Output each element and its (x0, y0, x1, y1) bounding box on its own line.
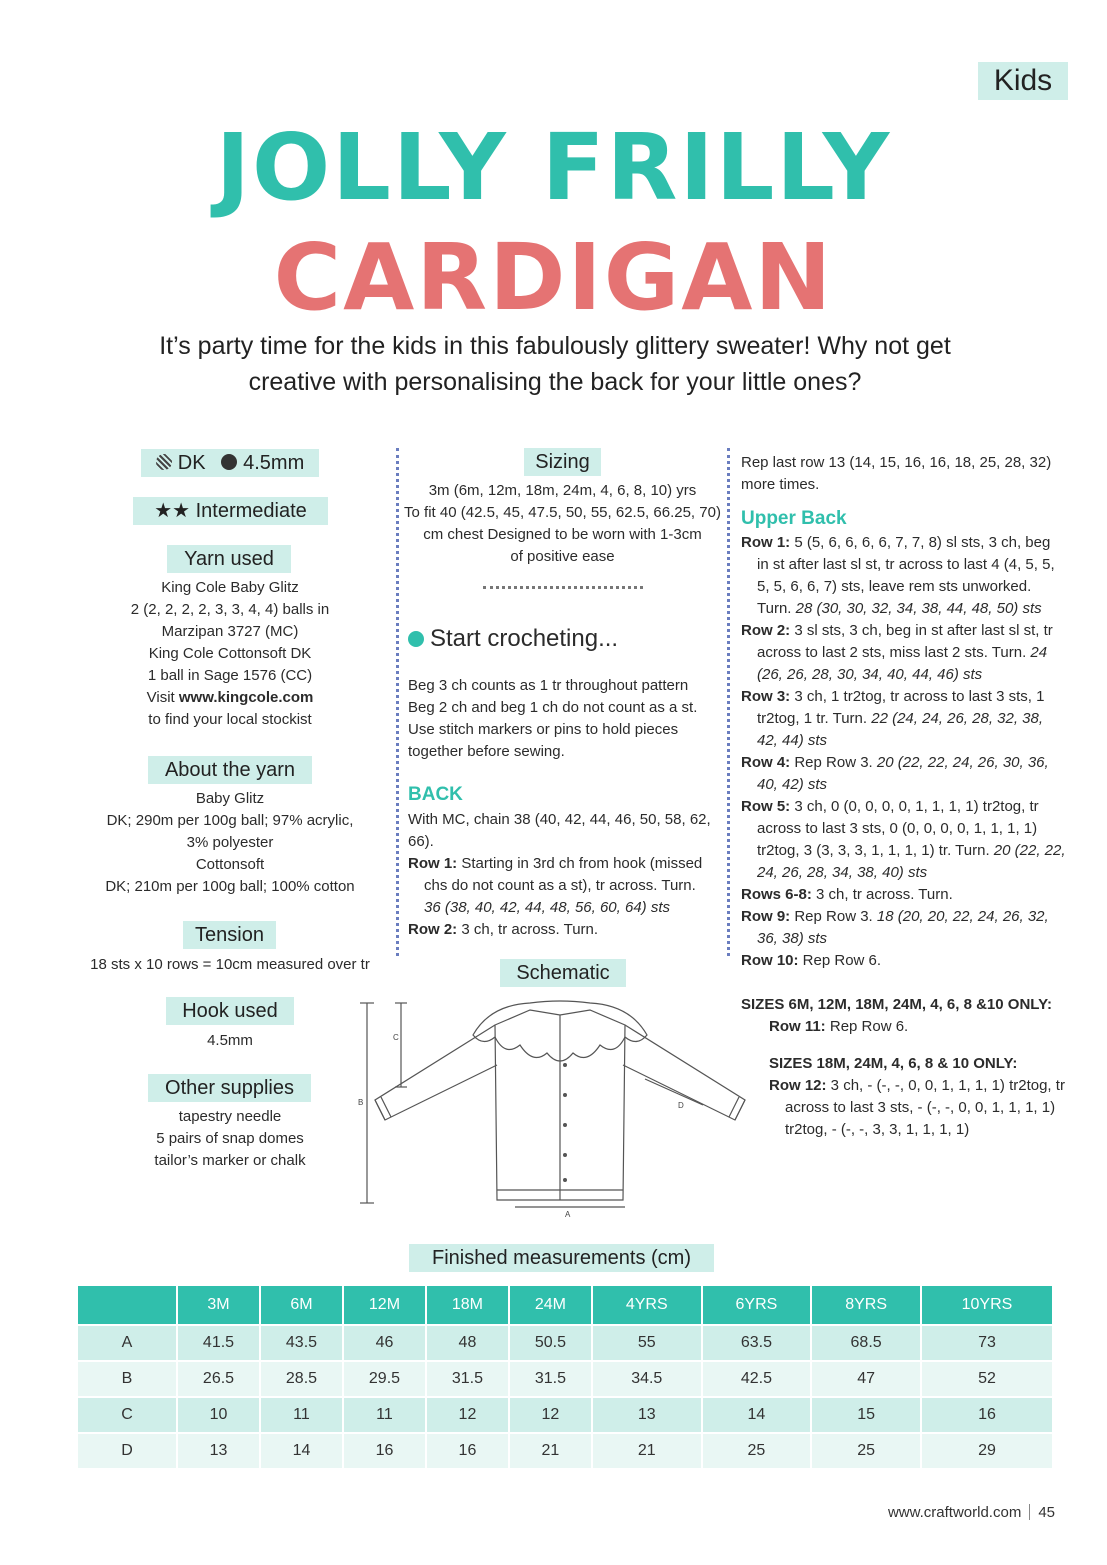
table-cell: 55 (592, 1325, 702, 1361)
table-cell: 10 (177, 1397, 260, 1433)
table-cell: 14 (702, 1397, 812, 1433)
upper-back-row: Row 2: 3 sl sts, 3 ch, beg in st after last sl st, tr across to last 2 sts, miss last 2 sts. Turn. 24 (26, 26, 28, 30, 34, 40, 44, 46) sts (741, 622, 1053, 683)
footer-website[interactable]: www.craftworld.com (887, 1504, 1022, 1521)
other-supplies-heading: Other supplies (148, 1074, 311, 1102)
table-cell: 42.5 (702, 1361, 812, 1397)
row-12: Row 12: 3 ch, - (-, -, 0, 0, 1, 1, 1, 1) tr2tog, tr across to last 3 sts, - (-, -, 0, 0, 1, 1, 1, 1) tr2tog, - (-, -, 3, 3, 1, 1, 1, 1) (769, 1077, 1065, 1138)
upper-back-row: Row 1: 5 (5, 6, 6, 6, 6, 7, 7, 8) sl sts, 3 ch, beg in st after last sl st, tr across to last 4 (4, 5, 5, 5, 5, 6, 6, 7) sts, leave rem sts unworked. Turn. 28 (30, 30, 32, 34, 38, 44, 48, 50) sts (741, 534, 1055, 617)
row-label-cell: B (77, 1361, 177, 1397)
table-cell: 11 (343, 1397, 426, 1433)
upper-back-heading: Upper Back (741, 508, 847, 529)
hook-size: 4.5mm (243, 452, 305, 474)
schematic-heading: Schematic (500, 959, 626, 987)
table-cell: 29 (921, 1433, 1053, 1469)
table-cell: 48 (426, 1325, 509, 1361)
schematic-label-b: B (358, 1098, 364, 1107)
sizing-heading: Sizing (524, 448, 601, 476)
back-intro: With MC, chain 38 (40, 42, 44, 46, 50, 58, 62, 66). (408, 811, 711, 850)
table-cell: 26.5 (177, 1361, 260, 1397)
table-cell: 16 (921, 1397, 1053, 1433)
upper-back-row: Row 3: 3 ch, 1 tr2tog, tr across to last 3 sts, 1 tr2tog, 1 tr. Turn. 22 (24, 24, 26, 28, 32, 38, 42, 44) sts (741, 688, 1045, 749)
upper-back-row: Row 5: 3 ch, 0 (0, 0, 0, 0, 1, 1, 1, 1) tr2tog, tr across to last 3 sts, 0 (0, 0, 0, 0, 1, 1, 1, 1) tr2tog, 3 (3, 3, 3, 1, 1, 1, 1) tr. Turn. 20 (22, 22, 24, 26, 28, 34, 38, 40) sts (741, 798, 1066, 881)
table-cell: 68.5 (811, 1325, 921, 1361)
table-row (77, 1397, 1053, 1433)
back-heading: BACK (408, 784, 463, 805)
schematic-label-a: A (565, 1210, 571, 1219)
hook-used-heading: Hook used (166, 997, 294, 1025)
table-cell: 63.5 (702, 1325, 812, 1361)
note-line: Beg 3 ch counts as 1 tr throughout pattern (408, 677, 689, 694)
hook-icon (221, 454, 237, 470)
table-cell: 12 (509, 1397, 592, 1433)
yarn-line: King Cole Baby Glitz (161, 579, 299, 596)
about-line: Baby Glitz (195, 790, 265, 807)
skill-level-badge: ★★ Intermediate (133, 497, 328, 525)
table-column-header: 6YRS (702, 1285, 812, 1325)
sizing-line: cm chest Designed to be worn with 1-3cm (423, 526, 702, 543)
upper-back-rows (741, 532, 1066, 972)
row-label-cell: C (77, 1397, 177, 1433)
yarn-used-heading: Yarn used (167, 545, 291, 573)
schematic-label-d: D (678, 1101, 684, 1110)
about-line: Cottonsoft (195, 856, 265, 873)
row-11: Row 11: Rep Row 6. (769, 1018, 909, 1035)
sizing-line: 3m (6m, 12m, 18m, 24m, 4, 6, 8, 10) yrs (428, 482, 697, 499)
supply-line: tailor’s marker or chalk (154, 1152, 306, 1169)
upper-back-row: Rows 6-8: 3 ch, tr across. Turn. (741, 886, 953, 903)
table-header-row (77, 1285, 1053, 1325)
yarn-line: 1 ball in Sage 1576 (CC) (147, 667, 313, 684)
page-title-line-2: CARDIGAN (273, 224, 834, 331)
about-line: DK; 290m per 100g ball; 97% acrylic, (106, 812, 354, 829)
spec-yarn-hook-badge (141, 449, 319, 477)
cardigan-schematic (355, 995, 755, 1220)
section-tag: Kids (978, 62, 1068, 100)
table-cell: 43.5 (260, 1325, 343, 1361)
table-cell: 28.5 (260, 1361, 343, 1397)
other-supplies-block (60, 1106, 400, 1172)
table-column-header: 12M (343, 1285, 426, 1325)
start-notes (408, 675, 728, 763)
yarn-ball-icon (156, 454, 172, 470)
schematic-label-c: C (393, 1033, 399, 1042)
stockist-line: to find your local stockist (148, 711, 312, 728)
table-column-header: 24M (509, 1285, 592, 1325)
sizes-a-heading: SIZES 6M, 12M, 18M, 24M, 4, 6, 8 &10 ONLY: (741, 996, 1052, 1013)
table-cell: 73 (921, 1325, 1053, 1361)
table-column-header: 18M (426, 1285, 509, 1325)
table-cell: 25 (702, 1433, 812, 1469)
upper-back-row: Row 4: Rep Row 3. 20 (22, 22, 24, 26, 30, 36, 40, 42) sts (741, 754, 1049, 793)
table-cell: 31.5 (426, 1361, 509, 1397)
sizing-line: of positive ease (510, 548, 615, 565)
table-cell: 16 (343, 1433, 426, 1469)
back-row-2: Row 2: 3 ch, tr across. Turn. (408, 921, 599, 938)
table-cell: 15 (811, 1397, 921, 1433)
page-title-line-1: JOLLY FRILLY (215, 114, 892, 221)
yarn-ball-icon (408, 631, 424, 647)
row-label-cell: A (77, 1325, 177, 1361)
tension-text: 18 sts x 10 rows = 10cm measured over tr (90, 956, 370, 973)
yarn-weight: DK (177, 452, 206, 474)
table-column-header: 4YRS (592, 1285, 702, 1325)
about-line: DK; 210m per 100g ball; 100% cotton (105, 878, 355, 895)
table-cell: 13 (592, 1397, 702, 1433)
table-cell: 21 (592, 1433, 702, 1469)
note-line: Beg 2 ch and beg 1 ch do not count as a st. (408, 699, 698, 716)
yarn-line: King Cole Cottonsoft DK (148, 645, 312, 662)
hook-used-text: 4.5mm (207, 1032, 253, 1049)
measurements-heading: Finished measurements (cm) (409, 1244, 714, 1272)
visit-line: Visit www.kingcole.com (146, 689, 314, 706)
table-column-header: 3M (177, 1285, 260, 1325)
table-cell: 16 (426, 1433, 509, 1469)
table-column-header: 10YRS (921, 1285, 1053, 1325)
kingcole-link[interactable]: www.kingcole.com (178, 689, 314, 706)
dim-line-d (645, 1079, 703, 1105)
back-row-1: Row 1: Starting in 3rd ch from hook (missed chs do not count as a st), tr across. Turn. 36 (38, 40, 42, 44, 48, 56, 60, 64) sts (408, 855, 703, 916)
row-label-cell: D (77, 1433, 177, 1469)
sizing-line: To fit 40 (42.5, 45, 47.5, 50, 55, 62.5, 66.25, 70) (404, 504, 721, 521)
table-cell: 50.5 (509, 1325, 592, 1361)
table-cell: 29.5 (343, 1361, 426, 1397)
table-cell: 25 (811, 1433, 921, 1469)
sizing-block (400, 480, 725, 568)
about-yarn-heading: About the yarn (148, 756, 312, 784)
yarn-line: 2 (2, 2, 2, 2, 3, 3, 4, 4) balls in (130, 601, 330, 618)
table-cell: 13 (177, 1433, 260, 1469)
start-crocheting-heading: Start crocheting... (408, 624, 618, 654)
table-column-header: 8YRS (811, 1285, 921, 1325)
table-cell: 11 (260, 1397, 343, 1433)
yarn-used-block (60, 577, 400, 731)
intro-text: It’s party time for the kids in this fabulously glittery sweater! Why not get creative with personalising the back for your little ones? (159, 332, 951, 396)
table-column-header (77, 1285, 177, 1325)
table-row (77, 1361, 1053, 1397)
tension-heading: Tension (183, 921, 276, 949)
table-cell: 46 (343, 1325, 426, 1361)
table-column-header: 6M (260, 1285, 343, 1325)
upper-back-column (741, 452, 1066, 1141)
table-cell: 34.5 (592, 1361, 702, 1397)
table-cell: 31.5 (509, 1361, 592, 1397)
footer-divider (1029, 1504, 1030, 1520)
table-cell: 52 (921, 1361, 1053, 1397)
upper-back-row: Row 9: Rep Row 3. 18 (20, 20, 22, 24, 26, 32, 36, 38) sts (741, 908, 1049, 947)
rep-text: Rep last row 13 (14, 15, 16, 16, 18, 25, 28, 32) more times. (741, 454, 1052, 493)
supply-line: tapestry needle (178, 1108, 282, 1125)
table-cell: 41.5 (177, 1325, 260, 1361)
table-row (77, 1433, 1053, 1469)
right-sleeve (623, 1025, 745, 1120)
back-instructions (408, 809, 723, 941)
table-cell: 47 (811, 1361, 921, 1397)
table-row (77, 1325, 1053, 1361)
measurements-table (76, 1284, 1054, 1470)
supply-line: 5 pairs of snap domes (156, 1130, 304, 1147)
about-line: 3% polyester (186, 834, 274, 851)
table-cell: 12 (426, 1397, 509, 1433)
about-yarn-block (60, 788, 400, 898)
page-number: 45 (1038, 1504, 1055, 1521)
table-cell: 14 (260, 1433, 343, 1469)
column-divider (396, 448, 399, 956)
yarn-line: Marzipan 3727 (MC) (161, 623, 299, 640)
upper-back-row: Row 10: Rep Row 6. (741, 952, 882, 969)
section-divider (483, 586, 643, 589)
sizes-b-heading: SIZES 18M, 24M, 4, 6, 8 & 10 ONLY: (769, 1055, 1018, 1072)
table-cell: 21 (509, 1433, 592, 1469)
note-line: Use stitch markers or pins to hold pieces (408, 721, 679, 738)
note-line: together before sewing. (408, 743, 565, 760)
page-footer (888, 1504, 1055, 1521)
